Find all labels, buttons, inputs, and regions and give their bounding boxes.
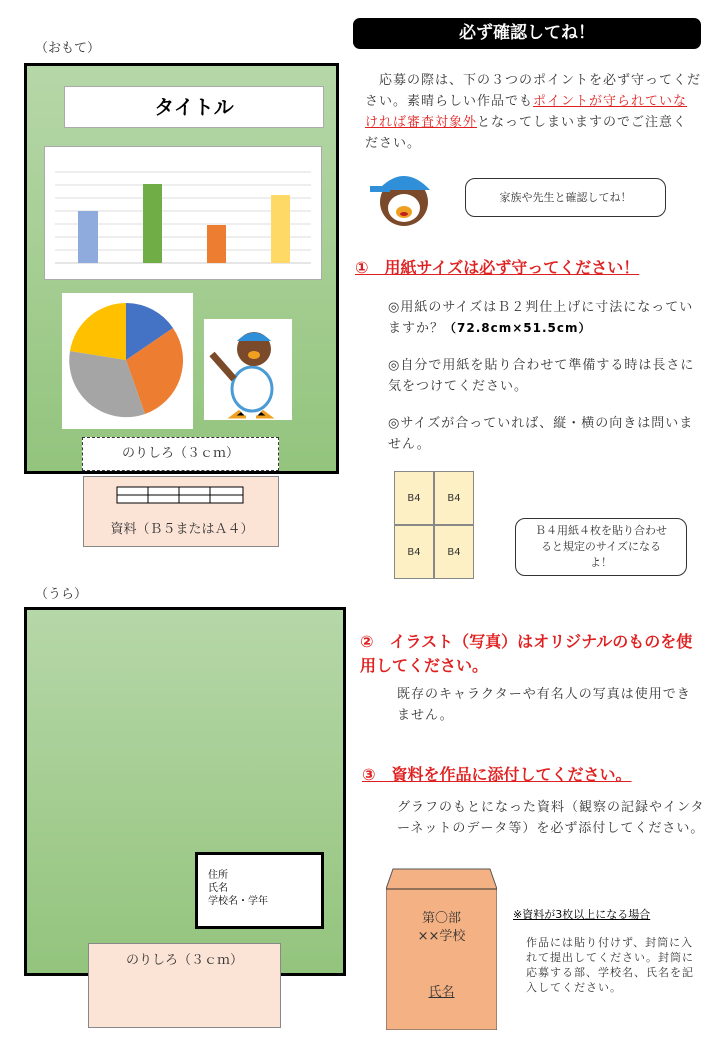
pie-slice [70, 303, 126, 360]
front-label: （おもて） [35, 41, 101, 56]
b4-cell: B4 [394, 525, 434, 579]
bar [207, 225, 226, 263]
poster-title: タイトル [64, 86, 324, 128]
back-label: （うら） [35, 587, 88, 602]
resource-attachment [83, 476, 279, 547]
note-title: ※資料が3枚以上になる場合 [513, 908, 651, 921]
intro-highlight: ポイントが守られていなければ審査対象外 [365, 94, 688, 130]
point2-heading: ② イラスト（写真）はオリジナルのものを使用してください。 [360, 632, 693, 675]
address-line: 学校名・学年 [208, 896, 268, 907]
point2-body: 既存のキャラクターや有名人の写真は使用できません。 [397, 687, 691, 723]
bar [143, 184, 162, 263]
address-box [195, 852, 324, 929]
header-banner: 必ず確認してね！ [353, 18, 701, 49]
b4-cell: B4 [434, 525, 474, 579]
b4-cell: B4 [394, 471, 434, 525]
size-value: （72.8cm×51.5cm） [444, 321, 592, 335]
intro-after: となってしまいますのでご注意ください。 [365, 115, 688, 151]
point3-body: グラフのもとになった資料（観察の記録やインターネットのデータ等）を必ず添付してください。 [397, 800, 705, 836]
bar-chart-sample [44, 146, 322, 280]
mascot-illustration [204, 319, 292, 420]
bar [271, 195, 290, 263]
b4-cell: B4 [434, 471, 474, 525]
note-body: 作品には貼り付けず、封筒に入れて提出してください。封筒に応募する部、学校名、氏名を記入してください。 [526, 936, 694, 994]
point1-heading: ① 用紙サイズは必ず守ってください！ [355, 258, 640, 277]
envelope-line: ××学校 [417, 929, 466, 944]
ruler-icon [116, 486, 244, 504]
bullet: ◎用紙のサイズはＢ２判仕上げに寸法になっていますか？（72.8cm×51.5cm） [388, 300, 694, 336]
mascot-speech-bubble: 家族や先生と確認してね！ [465, 178, 666, 217]
resource-label: 資料（Ｂ５またはＡ４） [110, 522, 254, 537]
mascot-head-icon [368, 168, 436, 228]
front-norishiro: のりしろ（３ｃｍ） [82, 437, 279, 471]
envelope-name: 氏名 [428, 985, 455, 1000]
point1-bullets [388, 297, 698, 455]
bullet: ◎自分で用紙を貼り合わせて準備する時は長さに気をつけてください。 [388, 358, 695, 394]
bar [78, 211, 98, 263]
pie-chart-sample [62, 293, 193, 429]
bullet: ◎サイズが合っていれば、縦・横の向きは問いません。 [388, 416, 694, 452]
point3-heading: ③ 資料を作品に添付してください。 [362, 765, 632, 784]
intro-text [365, 70, 701, 154]
address-line: 住所 [208, 870, 228, 881]
back-norishiro [88, 943, 281, 1028]
b4-speech-bubble: Ｂ４用紙４枚を貼り合わせると規定のサイズになるよ！ [515, 518, 687, 576]
back-norishiro-label: のりしろ（３ｃｍ） [125, 953, 243, 968]
address-line: 氏名 [208, 883, 228, 894]
envelope-line: 第〇部 [421, 911, 461, 926]
envelope [386, 868, 497, 1030]
intro-before: 応募の際は、下の３つのポイントを必ず守ってください。素晴らしい作品でも [365, 73, 702, 109]
